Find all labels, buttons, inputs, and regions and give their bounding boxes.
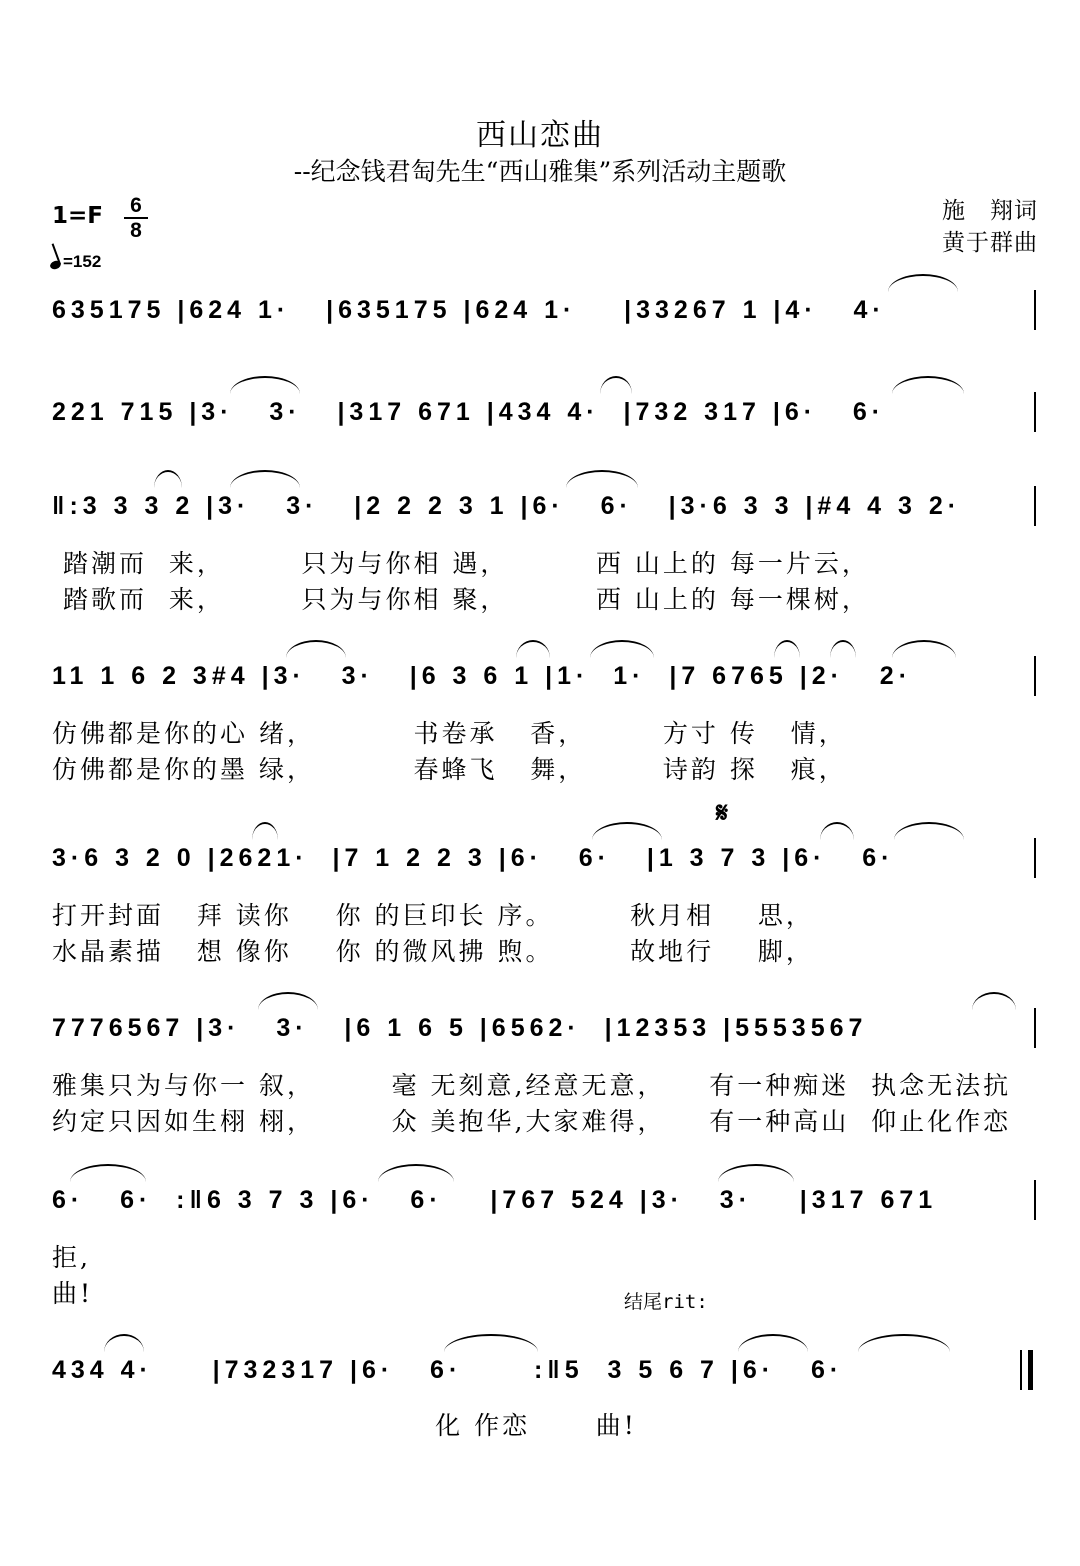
tie-mark	[258, 992, 318, 1010]
lyric-verse-2: 水晶素描 想 像你 你 的微风拂 煦。 故地行 脚，	[52, 937, 814, 966]
lyric-verse-1: 踏潮而 来， 只为与你相 遇， 西 山上的 每一片云，	[52, 549, 870, 578]
notation-line: 434 4· |732317 |6· 6· :‖5 3 5 6 7 |6· 6·	[52, 1356, 844, 1384]
time-signature-top: 6	[124, 194, 148, 219]
tie-mark	[600, 376, 632, 394]
notation-line: 11 1 6 2 3#4 |3· 3· |6 3 6 1 |1· 1· |7 6765 |2· 2·	[52, 662, 913, 690]
tie-mark	[894, 822, 964, 840]
tie-mark	[230, 470, 300, 488]
lyric-verse-2: 曲!	[52, 1279, 94, 1308]
lyric-verse-1: 拒,	[52, 1243, 91, 1272]
barline	[1034, 1008, 1036, 1048]
tie-mark	[252, 822, 278, 840]
time-signature-bottom: 8	[130, 219, 142, 242]
notation-line: 221 715 |3· 3· |317 671 |434 4· |732 317 |6· 6·	[52, 398, 886, 426]
tempo-value: =152	[63, 252, 102, 271]
barline	[1020, 1350, 1022, 1390]
tie-mark	[820, 822, 854, 840]
tie-mark	[104, 1334, 144, 1352]
tie-mark	[738, 1334, 808, 1352]
tie-mark	[892, 376, 964, 394]
tie-mark	[858, 1334, 950, 1352]
tie-mark	[590, 640, 654, 658]
barline	[1034, 1180, 1036, 1220]
lyric-verse-1: 仿佛都是你的心 绪， 书卷承 香， 方寸 传 情，	[52, 719, 847, 748]
composer-credit: 黄于群曲	[942, 230, 1038, 256]
lyric-verse-2: 约定只因如生栩 栩， 众 美抱华,大家难得， 有一种高山 仰止化作恋	[52, 1107, 1012, 1136]
notation-line: 635175 |624 1· |635175 |624 1· |33267 1 |4· 4·	[52, 296, 886, 324]
lyric-verse-2: 踏歌而 来， 只为与你相 聚， 西 山上的 每一棵树，	[52, 585, 870, 614]
tie-mark	[230, 376, 300, 394]
tie-mark	[516, 640, 550, 658]
lyric-verse-2: 化 作恋 曲!	[52, 1411, 637, 1440]
tie-mark	[718, 1164, 794, 1182]
lyric-verse-2: 仿佛都是你的墨 绿， 春蜂飞 舞， 诗韵 探 痕，	[52, 755, 847, 784]
tie-mark	[154, 470, 182, 488]
ending-rit-label: 结尾rit:	[624, 1291, 708, 1313]
tie-mark	[972, 992, 1016, 1010]
notation-line: 7776567 |3· 3· |6 1 6 5 |6562· |12353 |5553567	[52, 1014, 868, 1042]
tie-mark	[286, 640, 346, 658]
song-subtitle: --纪念钱君匋先生“西山雅集”系列活动主题歌	[293, 157, 787, 186]
notation-line: 3·6 3 2 0 |2621· |7 1 2 2 3 |6· 6· |1 3 7 3 |6· 6·	[52, 844, 895, 872]
notation-line: ‖:3 3 3 2 |3· 3· |2 2 2 3 1 |6· 6· |3·6 3 3 |#4 4 3 2·	[52, 492, 962, 520]
barline	[1034, 838, 1036, 878]
tie-mark	[888, 274, 958, 292]
lyric-verse-1: 雅集只为与你一 叙， 毫 无刻意,经意无意， 有一种痴迷 执念无法抗	[52, 1071, 1012, 1100]
final-barline	[1028, 1350, 1033, 1390]
segno-sign: 𝄋	[716, 796, 729, 829]
lyricist-credit: 施 翔词	[942, 198, 1038, 224]
tempo-marking	[50, 252, 101, 272]
tie-mark	[444, 1334, 538, 1352]
tie-mark	[830, 640, 856, 658]
barline	[1034, 290, 1036, 330]
time-signature	[124, 194, 148, 242]
tie-mark	[566, 470, 638, 488]
lyric-verse-1: 打开封面 拜 读你 你 的巨印长 序。 秋月相 思，	[52, 901, 814, 930]
quarter-note-icon	[49, 259, 62, 270]
barline	[1034, 656, 1036, 696]
song-title: 西山恋曲	[476, 118, 604, 153]
tie-mark	[892, 640, 956, 658]
barline	[1034, 392, 1036, 432]
key-signature: 1=F	[52, 203, 103, 229]
tie-mark	[592, 822, 662, 840]
notation-line: 6· 6· :‖6 3 7 3 |6· 6· |767 524 |3· 3· |317 671	[52, 1186, 938, 1214]
tie-mark	[378, 1164, 454, 1182]
tie-mark	[774, 640, 800, 658]
tie-mark	[70, 1164, 146, 1182]
barline	[1034, 486, 1036, 526]
